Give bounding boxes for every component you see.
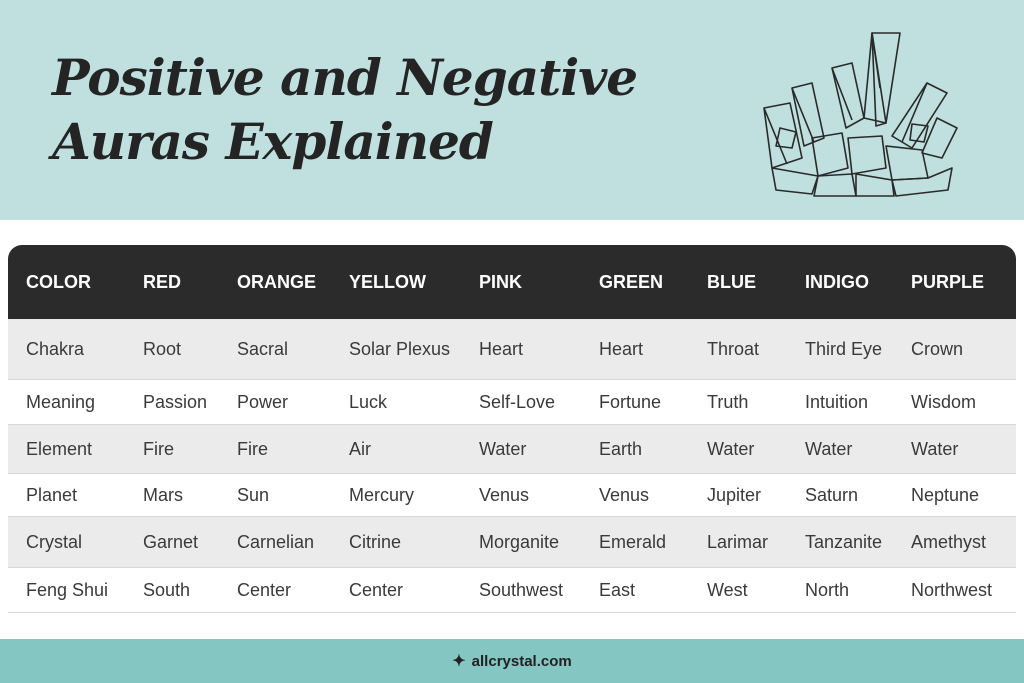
table-cell: Citrine [331,517,461,568]
table-cell: Fortune [581,380,689,425]
table-row-planet [8,474,1016,517]
table-cell: Center [219,568,331,613]
header-banner [0,0,1024,220]
table-cell: Southwest [461,568,581,613]
crystal-cluster-icon [752,28,964,198]
footer-bar [0,639,1024,683]
table-cell: Venus [461,474,581,517]
table-cell: Jupiter [689,474,787,517]
table-cell: Meaning [8,380,125,425]
page-title [52,46,637,174]
table-cell: East [581,568,689,613]
table-cell: Earth [581,425,689,474]
table-cell: Fire [219,425,331,474]
table-cell: Air [331,425,461,474]
table-cell: South [125,568,219,613]
title-line-2: Auras Explained [52,112,493,171]
column-header-blue: BLUE [689,245,787,319]
table-cell: Neptune [893,474,1016,517]
table-cell: Heart [581,319,689,380]
table-row-element [8,425,1016,474]
column-header-red: RED [125,245,219,319]
table-cell: Root [125,319,219,380]
table-cell: Self-Love [461,380,581,425]
table-cell: Solar Plexus [331,319,461,380]
table-row-feng-shui [8,568,1016,613]
table-cell: Wisdom [893,380,1016,425]
table-cell: North [787,568,893,613]
table-cell: Center [331,568,461,613]
column-header-pink: PINK [461,245,581,319]
title-line-1: Positive and Negative [52,48,638,107]
table-cell: Chakra [8,319,125,380]
aura-table [8,245,1016,613]
table-cell: Water [689,425,787,474]
table-cell: Emerald [581,517,689,568]
table-cell: Water [461,425,581,474]
table-cell: Luck [331,380,461,425]
table-row-chakra [8,319,1016,380]
table-cell: Amethyst [893,517,1016,568]
table-cell: Larimar [689,517,787,568]
table-cell: Intuition [787,380,893,425]
table-header-row [8,245,1016,319]
table-cell: Saturn [787,474,893,517]
table-cell: Passion [125,380,219,425]
table-cell: Carnelian [219,517,331,568]
table-cell: Truth [689,380,787,425]
table-cell: Water [787,425,893,474]
column-header-purple: PURPLE [893,245,1016,319]
table-row-crystal [8,517,1016,568]
column-header-indigo: INDIGO [787,245,893,319]
table-cell: Morganite [461,517,581,568]
table-cell: Third Eye [787,319,893,380]
table-cell: Element [8,425,125,474]
table-cell: Crystal [8,517,125,568]
table-row-meaning [8,380,1016,425]
table-cell: Northwest [893,568,1016,613]
table-cell: Water [893,425,1016,474]
sparkle-icon: ✦ [452,653,466,670]
table-cell: Planet [8,474,125,517]
table-cell: Garnet [125,517,219,568]
column-header-yellow: YELLOW [331,245,461,319]
table-cell: Mercury [331,474,461,517]
table-cell: Sun [219,474,331,517]
table-cell: Crown [893,319,1016,380]
table-cell: Feng Shui [8,568,125,613]
table-cell: Sacral [219,319,331,380]
table-cell: Mars [125,474,219,517]
table-cell: Heart [461,319,581,380]
table-cell: Throat [689,319,787,380]
column-header-green: GREEN [581,245,689,319]
table-cell: Power [219,380,331,425]
table-cell: West [689,568,787,613]
table-cell: Tanzanite [787,517,893,568]
table-cell: Venus [581,474,689,517]
table-cell: Fire [125,425,219,474]
site-link[interactable]: allcrystal.com [471,652,572,670]
column-header-color: COLOR [8,245,125,319]
column-header-orange: ORANGE [219,245,331,319]
